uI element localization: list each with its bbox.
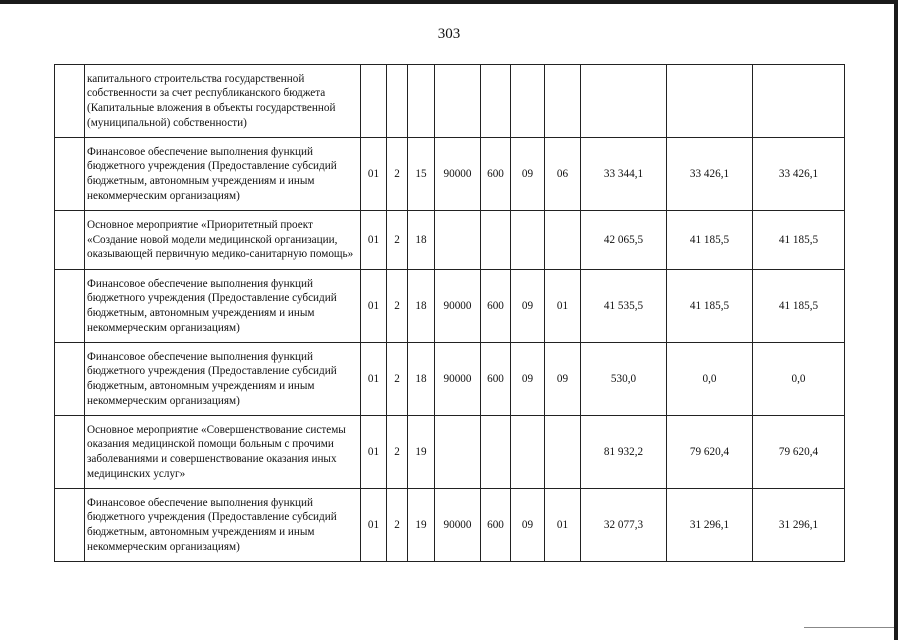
activity-code-cell (408, 65, 435, 138)
section-code-cell: 09 (511, 489, 545, 562)
item-name-cell: Основное мероприятие «Приоритетный проект «Создание новой модели медицинской организации, оказывающей первичную медико-санитарную помощь» (85, 211, 361, 270)
expense-type-cell: 600 (481, 270, 511, 343)
expense-type-cell: 600 (481, 489, 511, 562)
subprogram-code-cell (387, 65, 408, 138)
subsection-code-cell: 01 (545, 489, 581, 562)
amount-year1-cell: 530,0 (581, 343, 667, 416)
item-name-cell: Финансовое обеспечение выполнения функций бюджетного учреждения (Предоставление субсидий бюджетным, автономным учреждениям и иным некоммерческим организациям) (85, 270, 361, 343)
section-code-cell (511, 416, 545, 489)
program-code-cell: 01 (361, 416, 387, 489)
table-row (55, 270, 845, 343)
activity-code-cell: 15 (408, 138, 435, 211)
row-index-cell (55, 138, 85, 211)
amount-year3-cell: 31 296,1 (753, 489, 845, 562)
table-row (55, 343, 845, 416)
subprogram-code-cell: 2 (387, 343, 408, 416)
table-row (55, 65, 845, 138)
subprogram-code-cell: 2 (387, 416, 408, 489)
item-name-cell: Финансовое обеспечение выполнения функций бюджетного учреждения (Предоставление субсидий бюджетным, автономным учреждениям и иным некоммерческим организациям) (85, 343, 361, 416)
activity-code-cell: 18 (408, 270, 435, 343)
subsection-code-cell: 01 (545, 270, 581, 343)
table-row (55, 211, 845, 270)
subprogram-code-cell: 2 (387, 270, 408, 343)
row-index-cell (55, 65, 85, 138)
section-code-cell (511, 211, 545, 270)
direction-code-cell (435, 416, 481, 489)
program-code-cell: 01 (361, 343, 387, 416)
amount-year1-cell: 41 535,5 (581, 270, 667, 343)
amount-year3-cell: 41 185,5 (753, 270, 845, 343)
table-row (55, 138, 845, 211)
page-top-border (0, 0, 898, 4)
page-right-border (894, 0, 898, 640)
activity-code-cell: 18 (408, 343, 435, 416)
item-name-cell: Финансовое обеспечение выполнения функций бюджетного учреждения (Предоставление субсидий бюджетным, автономным учреждениям и иным некоммерческим организациям) (85, 489, 361, 562)
amount-year2-cell: 0,0 (667, 343, 753, 416)
program-code-cell (361, 65, 387, 138)
direction-code-cell: 90000 (435, 343, 481, 416)
program-code-cell: 01 (361, 138, 387, 211)
subprogram-code-cell: 2 (387, 489, 408, 562)
amount-year3-cell: 79 620,4 (753, 416, 845, 489)
budget-table-body (55, 65, 845, 562)
direction-code-cell (435, 65, 481, 138)
item-name-cell: капитального строительства государственной собственности за счет республиканского бюджета (Капитальные вложения в объекты государственной (муниципальной) собственности) (85, 65, 361, 138)
section-code-cell (511, 65, 545, 138)
section-code-cell: 09 (511, 270, 545, 343)
budget-table (54, 64, 845, 562)
program-code-cell: 01 (361, 270, 387, 343)
section-code-cell: 09 (511, 343, 545, 416)
amount-year1-cell: 33 344,1 (581, 138, 667, 211)
program-code-cell: 01 (361, 211, 387, 270)
amount-year2-cell: 41 185,5 (667, 211, 753, 270)
table-row (55, 489, 845, 562)
amount-year1-cell: 81 932,2 (581, 416, 667, 489)
activity-code-cell: 19 (408, 416, 435, 489)
direction-code-cell: 90000 (435, 270, 481, 343)
subsection-code-cell: 09 (545, 343, 581, 416)
scan-mark (804, 627, 894, 628)
expense-type-cell (481, 211, 511, 270)
expense-type-cell: 600 (481, 138, 511, 211)
row-index-cell (55, 343, 85, 416)
row-index-cell (55, 489, 85, 562)
subprogram-code-cell: 2 (387, 211, 408, 270)
table-row (55, 416, 845, 489)
row-index-cell (55, 270, 85, 343)
amount-year1-cell (581, 65, 667, 138)
item-name-cell: Основное мероприятие «Совершенствование системы оказания медицинской помощи больным с прочими заболеваниями и совершенствование оказания иных медицинских услуг» (85, 416, 361, 489)
amount-year2-cell: 41 185,5 (667, 270, 753, 343)
subsection-code-cell (545, 211, 581, 270)
expense-type-cell: 600 (481, 343, 511, 416)
direction-code-cell: 90000 (435, 489, 481, 562)
amount-year1-cell: 42 065,5 (581, 211, 667, 270)
item-name-cell: Финансовое обеспечение выполнения функций бюджетного учреждения (Предоставление субсидий бюджетным, автономным учреждениям и иным некоммерческим организациям) (85, 138, 361, 211)
activity-code-cell: 18 (408, 211, 435, 270)
row-index-cell (55, 211, 85, 270)
amount-year2-cell (667, 65, 753, 138)
subsection-code-cell (545, 65, 581, 138)
amount-year3-cell (753, 65, 845, 138)
amount-year2-cell: 31 296,1 (667, 489, 753, 562)
subsection-code-cell: 06 (545, 138, 581, 211)
program-code-cell: 01 (361, 489, 387, 562)
section-code-cell: 09 (511, 138, 545, 211)
amount-year3-cell: 41 185,5 (753, 211, 845, 270)
page-number: 303 (437, 26, 461, 42)
amount-year3-cell: 33 426,1 (753, 138, 845, 211)
subprogram-code-cell: 2 (387, 138, 408, 211)
expense-type-cell (481, 416, 511, 489)
direction-code-cell (435, 211, 481, 270)
activity-code-cell: 19 (408, 489, 435, 562)
row-index-cell (55, 416, 85, 489)
amount-year3-cell: 0,0 (753, 343, 845, 416)
expense-type-cell (481, 65, 511, 138)
amount-year2-cell: 79 620,4 (667, 416, 753, 489)
amount-year2-cell: 33 426,1 (667, 138, 753, 211)
direction-code-cell: 90000 (435, 138, 481, 211)
amount-year1-cell: 32 077,3 (581, 489, 667, 562)
subsection-code-cell (545, 416, 581, 489)
